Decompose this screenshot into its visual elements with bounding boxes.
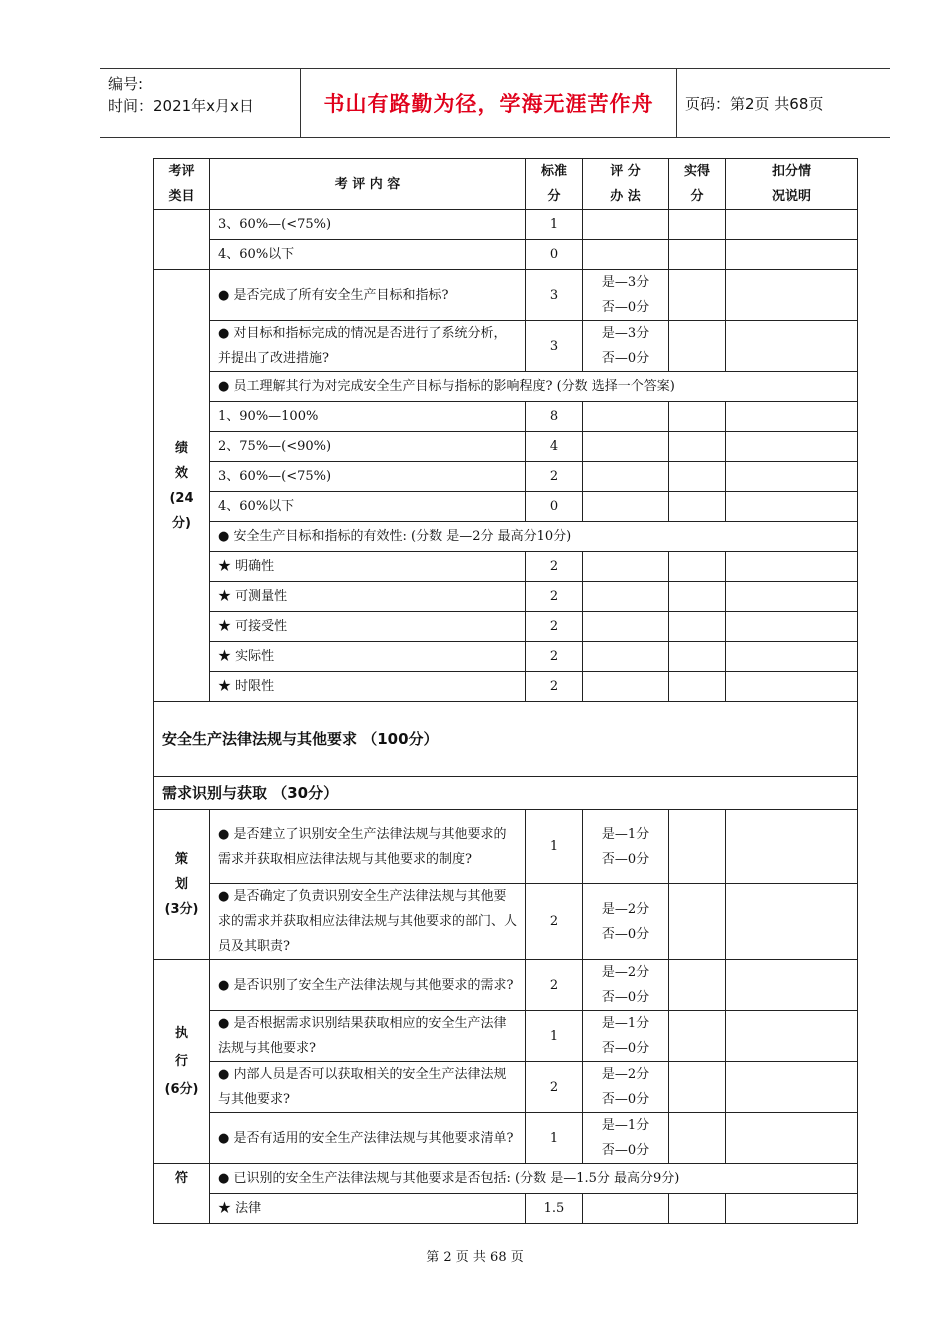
content-cell: 1、90%—100% (210, 402, 526, 432)
content-cell: ● 员工理解其行为对完成安全生产目标与指标的影响程度? (分数 选择一个答案) (210, 372, 858, 402)
score-cell: 4 (526, 432, 583, 462)
content-cell: ● 是否建立了识别安全生产法律法规与其他要求的需求并获取相应法律法规与其他要求的制度? (210, 810, 526, 884)
table-row (154, 642, 858, 672)
score-cell: 2 (526, 582, 583, 612)
header-left-cell (100, 69, 301, 137)
table-row (154, 672, 858, 702)
evaluation-table (153, 158, 858, 1224)
content-cell: ● 是否确定了负责识别安全生产法律法规与其他要求的需求并获取相应法律法规与其他要求的部门、人员及其职责? (210, 884, 526, 960)
content-cell: ● 内部人员是否可以获取相关的安全生产法律法规与其他要求? (210, 1062, 526, 1113)
section-row (154, 702, 858, 777)
content-cell: ● 是否识别了安全生产法律法规与其他要求的需求? (210, 960, 526, 1011)
score-cell: 1 (526, 1011, 583, 1062)
table-row (154, 1011, 858, 1062)
content-cell: ● 是否有适用的安全生产法律法规与其他要求清单? (210, 1113, 526, 1164)
table-row (154, 960, 858, 1011)
score-cell: 2 (526, 462, 583, 492)
content-cell: ★ 实际性 (210, 642, 526, 672)
number-label: 编号: (108, 75, 144, 93)
score-cell: 2 (526, 1062, 583, 1113)
score-cell: 0 (526, 492, 583, 522)
table-row (154, 492, 858, 522)
table-row (154, 432, 858, 462)
category-cell (154, 210, 210, 270)
section-row (154, 777, 858, 810)
method-cell: 是—1分 否—0分 (583, 810, 669, 884)
time-label: 时间：2021年x月x日 (108, 97, 254, 115)
section-title: 安全生产法律法规与其他要求 （100分） (154, 702, 858, 777)
table-row (154, 552, 858, 582)
header-page-cell (677, 69, 890, 137)
content-cell: ★ 明确性 (210, 552, 526, 582)
method-cell: 是—1分 否—0分 (583, 1113, 669, 1164)
score-cell: 2 (526, 884, 583, 960)
table-row (154, 402, 858, 432)
score-cell: 0 (526, 240, 583, 270)
table-row (154, 1062, 858, 1113)
content-cell: 3、60%—(<75%) (210, 210, 526, 240)
score-cell: 2 (526, 672, 583, 702)
content-cell: 4、60%以下 (210, 240, 526, 270)
header-actual: 实得 分 (669, 159, 726, 210)
method-cell: 是—2分 否—0分 (583, 1062, 669, 1113)
category-execution: 执 行 (6分) (154, 960, 210, 1164)
table-row (154, 1164, 858, 1194)
method-cell: 是—2分 否—0分 (583, 884, 669, 960)
table-row (154, 240, 858, 270)
content-cell: ★ 可接受性 (210, 612, 526, 642)
method-cell: 是—2分 否—0分 (583, 960, 669, 1011)
score-cell: 2 (526, 612, 583, 642)
score-cell: 3 (526, 270, 583, 321)
score-cell: 1.5 (526, 1194, 583, 1224)
table-row (154, 522, 858, 552)
page-footer: 第 2 页 共 68 页 (426, 1250, 524, 1265)
table-row (154, 210, 858, 240)
method-cell: 是—1分 否—0分 (583, 1011, 669, 1062)
content-cell: ● 是否根据需求识别结果获取相应的安全生产法律法规与其他要求? (210, 1011, 526, 1062)
score-cell: 2 (526, 960, 583, 1011)
content-cell: 2、75%—(<90%) (210, 432, 526, 462)
table-row (154, 884, 858, 960)
header-category: 考评 类目 (154, 159, 210, 210)
score-cell: 1 (526, 810, 583, 884)
content-cell: ● 对目标和指标完成的情况是否进行了系统分析，并提出了改进措施? (210, 321, 526, 372)
score-cell: 2 (526, 642, 583, 672)
content-cell: ● 已识别的安全生产法律法规与其他要求是否包括: (分数 是—1.5分 最高分9分) (210, 1164, 858, 1194)
table-row (154, 462, 858, 492)
table-row (154, 1194, 858, 1224)
score-cell: 2 (526, 552, 583, 582)
motto: 书山有路勤为径，学海无涯苦作舟 (323, 92, 654, 116)
table-row (154, 321, 858, 372)
score-cell: 3 (526, 321, 583, 372)
header-deduction: 扣分情 况说明 (726, 159, 858, 210)
content-cell: ★ 时限性 (210, 672, 526, 702)
table-row (154, 810, 858, 884)
content-cell: ★ 可测量性 (210, 582, 526, 612)
content-cell: 4、60%以下 (210, 492, 526, 522)
content-cell: ● 安全生产目标和指标的有效性: (分数 是—2分 最高分10分) (210, 522, 858, 552)
page-header (100, 68, 890, 138)
score-cell: 8 (526, 402, 583, 432)
content-cell: 3、60%—(<75%) (210, 462, 526, 492)
score-cell: 1 (526, 210, 583, 240)
table-row (154, 1113, 858, 1164)
method-cell: 是—3分 否—0分 (583, 321, 669, 372)
subsection-title: 需求识别与获取 （30分） (154, 777, 858, 810)
method-cell: 是—3分 否—0分 (583, 270, 669, 321)
header-method: 评 分 办 法 (583, 159, 669, 210)
content-cell: ★ 法律 (210, 1194, 526, 1224)
table-row (154, 372, 858, 402)
table-row (154, 270, 858, 321)
header-content: 考 评 内 容 (210, 159, 526, 210)
page-label: 页码：第2页 共68页 (685, 94, 824, 113)
table-header-row (154, 159, 858, 210)
category-performance: 绩 效 (24分) (154, 270, 210, 702)
header-standard: 标准 分 (526, 159, 583, 210)
category-conformity: 符 (154, 1164, 210, 1224)
table-row (154, 582, 858, 612)
table-row (154, 612, 858, 642)
header-motto-cell (301, 69, 677, 137)
content-cell: ● 是否完成了所有安全生产目标和指标? (210, 270, 526, 321)
category-planning: 策 划 (3分) (154, 810, 210, 960)
score-cell: 1 (526, 1113, 583, 1164)
